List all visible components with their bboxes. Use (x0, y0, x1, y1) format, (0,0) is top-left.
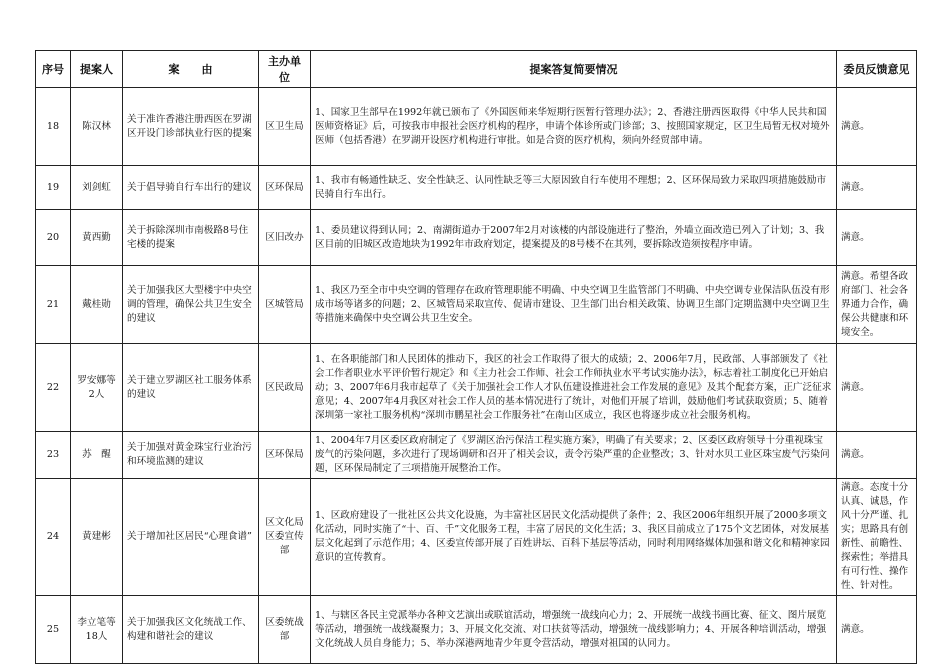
cell-feedback: 满意。希望各政府部门、社会各界通力合作，确保公共健康和环境安全。 (837, 266, 917, 344)
header-unit: 主办单位 (259, 51, 311, 88)
cell-proposer: 刘剑虹 (71, 166, 123, 210)
table-row (36, 166, 917, 210)
cell-proposer: 黄建彬 (71, 479, 123, 596)
header-feedback: 委员反馈意见 (837, 51, 917, 88)
cell-seq: 19 (36, 166, 71, 210)
cell-summary: 1、2004年7月区委区政府制定了《罗湖区治污保洁工程实施方案》，明确了有关要求；2、区委区政府领导十分重视珠宝废气的污染问题，多次进行了现场调研和召开了相关会议，责令污染严重的企业整改；3、针对水贝工业区珠宝废气污染问题，区环保局制定了三项措施开展整治工作。 (311, 432, 837, 479)
cell-proposer: 苏 醒 (71, 432, 123, 479)
header-proposer: 提案人 (71, 51, 123, 88)
cell-subject: 关于拆除深圳市南极路8号住宅楼的提案 (123, 210, 259, 266)
cell-summary: 1、区政府建设了一批社区公共文化设施，为丰富社区居民文化活动提供了条件；2、我区2006年组织开展了2000多项文化活动，同时实施了“十、百、千”文化服务工程，丰富了居民的文化生活；3、我区目前成立了175个文艺团体，对发展基层文化起到了示范作用；4、区委宣传部开展了百姓讲坛、百科下基层等活动，同时利用网络媒体加强和谐文化和精神家园意识的宣传教育。 (311, 479, 837, 596)
cell-feedback: 满意。 (837, 344, 917, 432)
cell-unit: 区环保局 (259, 432, 311, 479)
cell-subject: 关于加强我区大型楼宇中央空调的管理，确保公共卫生安全的建议 (123, 266, 259, 344)
cell-seq: 18 (36, 88, 71, 166)
header-seq: 序号 (36, 51, 71, 88)
cell-subject: 关于倡导骑自行车出行的建议 (123, 166, 259, 210)
table-row (36, 479, 917, 596)
cell-proposer: 黄西勤 (71, 210, 123, 266)
cell-summary: 1、与辖区各民主党派举办各种文艺演出或联谊活动，增强统一战线向心力；2、开展统一战线书画比赛、征文、图片展览等活动，增强统一战线凝聚力；3、开展文化交流、对口扶贫等活动，增强统一战线影响力；4、开展各种培训活动，增强文化统战人员自身能力；5、举办深港两地青少年夏令营活动，增强对祖国的认同力。 (311, 596, 837, 664)
cell-seq: 21 (36, 266, 71, 344)
cell-subject: 关于建立罗湖区社工服务体系的建议 (123, 344, 259, 432)
cell-unit: 区文化局区委宣传部 (259, 479, 311, 596)
cell-summary: 1、我区乃至全市中央空调的管理存在政府管理职能不明确、中央空调卫生监管部门不明确、中央空调专业保洁队伍没有形成市场等诸多的问题；2、区城管局采取宣传、促请市建设、卫生部门出台相关政策、协调卫生部门定期监测中央空调卫生等措施来确保中央空调公共卫生安全。 (311, 266, 837, 344)
cell-summary: 1、在各职能部门和人民团体的推动下，我区的社会工作取得了很大的成绩；2、2006年7月，民政部、人事部颁发了《社会工作者职业水平评价暂行规定》和《主力社会工作师、社会工作师执业水平考试实施办法》，标志着社工制度化已开始启动；3、2007年6月我市起草了《关于加强社会工作人才队伍建设推进社会工作发展的意见》及其个配套方案，正广泛征求意见；4、2007年4月我区对社会工作人员的基本情况进行了统计，对他们开展了培训，鼓励他们考试获取资质；5、随着深圳第一家社工服务机构“深圳市鹏星社会工作服务社”在南山区成立，我区也将逐步成立社会服务机构。 (311, 344, 837, 432)
table-row (36, 88, 917, 166)
cell-proposer: 罗安娜等2人 (71, 344, 123, 432)
cell-proposer: 李立笔等18人 (71, 596, 123, 664)
cell-subject: 关于加强对黄金珠宝行业治污和环境监测的建议 (123, 432, 259, 479)
table-header (36, 51, 917, 88)
header-subject: 案 由 (123, 51, 259, 88)
cell-seq: 25 (36, 596, 71, 664)
cell-summary: 1、我市有畅通性缺乏、安全性缺乏、认同性缺乏等三大原因致自行车使用不理想；2、区环保局致力采取四项措施鼓励市民骑自行车出行。 (311, 166, 837, 210)
table-row (36, 596, 917, 664)
header-row (36, 51, 917, 88)
table-row (36, 210, 917, 266)
cell-subject: 关于准许香港注册西医在罗湖区开设门诊部执业行医的提案 (123, 88, 259, 166)
cell-summary: 1、国家卫生部早在1992年就已颁布了《外国医师来华短期行医暂行管理办法》；2、香港注册西医取得《中华人民共和国医师资格证》后，可按我市申报社会医疗机构的程序，申请个体诊所或门诊部；3、按照国家规定，区卫生局暂无权对境外医师（包括香港）在罗湖开设医疗机构进行审批。如是合资的医疗机构，须向外经贸部申请。 (311, 88, 837, 166)
cell-feedback: 满意。态度十分认真、诚恳，作风十分严谨、扎实；思路具有创新性、前瞻性、探索性；举措具有可行性、操作性、针对性。 (837, 479, 917, 596)
cell-unit: 区委统战部 (259, 596, 311, 664)
cell-unit: 区旧改办 (259, 210, 311, 266)
cell-seq: 23 (36, 432, 71, 479)
proposal-table (35, 50, 917, 664)
cell-unit: 区民政局 (259, 344, 311, 432)
cell-subject: 关于增加社区居民“心理食谱” (123, 479, 259, 596)
cell-seq: 22 (36, 344, 71, 432)
cell-proposer: 陈汉林 (71, 88, 123, 166)
header-summary: 提案答复简要情况 (311, 51, 837, 88)
cell-seq: 20 (36, 210, 71, 266)
table-body (36, 88, 917, 664)
cell-proposer: 戴桂勋 (71, 266, 123, 344)
cell-subject: 关于加强我区文化统战工作、构建和谐社会的建议 (123, 596, 259, 664)
cell-feedback: 满意。 (837, 432, 917, 479)
cell-feedback: 满意。 (837, 596, 917, 664)
cell-unit: 区环保局 (259, 166, 311, 210)
cell-feedback: 满意。 (837, 210, 917, 266)
table-row (36, 266, 917, 344)
cell-summary: 1、委员建议得到认同；2、南湖街道办于2007年2月对该楼的内部设施进行了整治，外墙立面改造已列入了计划；3、我区目前的旧城区改造地块为1992年市政府划定，提案提及的8号楼不在其列，要拆除改造须按程序申请。 (311, 210, 837, 266)
cell-feedback: 满意。 (837, 166, 917, 210)
cell-unit: 区城管局 (259, 266, 311, 344)
cell-unit: 区卫生局 (259, 88, 311, 166)
cell-seq: 24 (36, 479, 71, 596)
table-row (36, 344, 917, 432)
cell-feedback: 满意。 (837, 88, 917, 166)
table-row (36, 432, 917, 479)
